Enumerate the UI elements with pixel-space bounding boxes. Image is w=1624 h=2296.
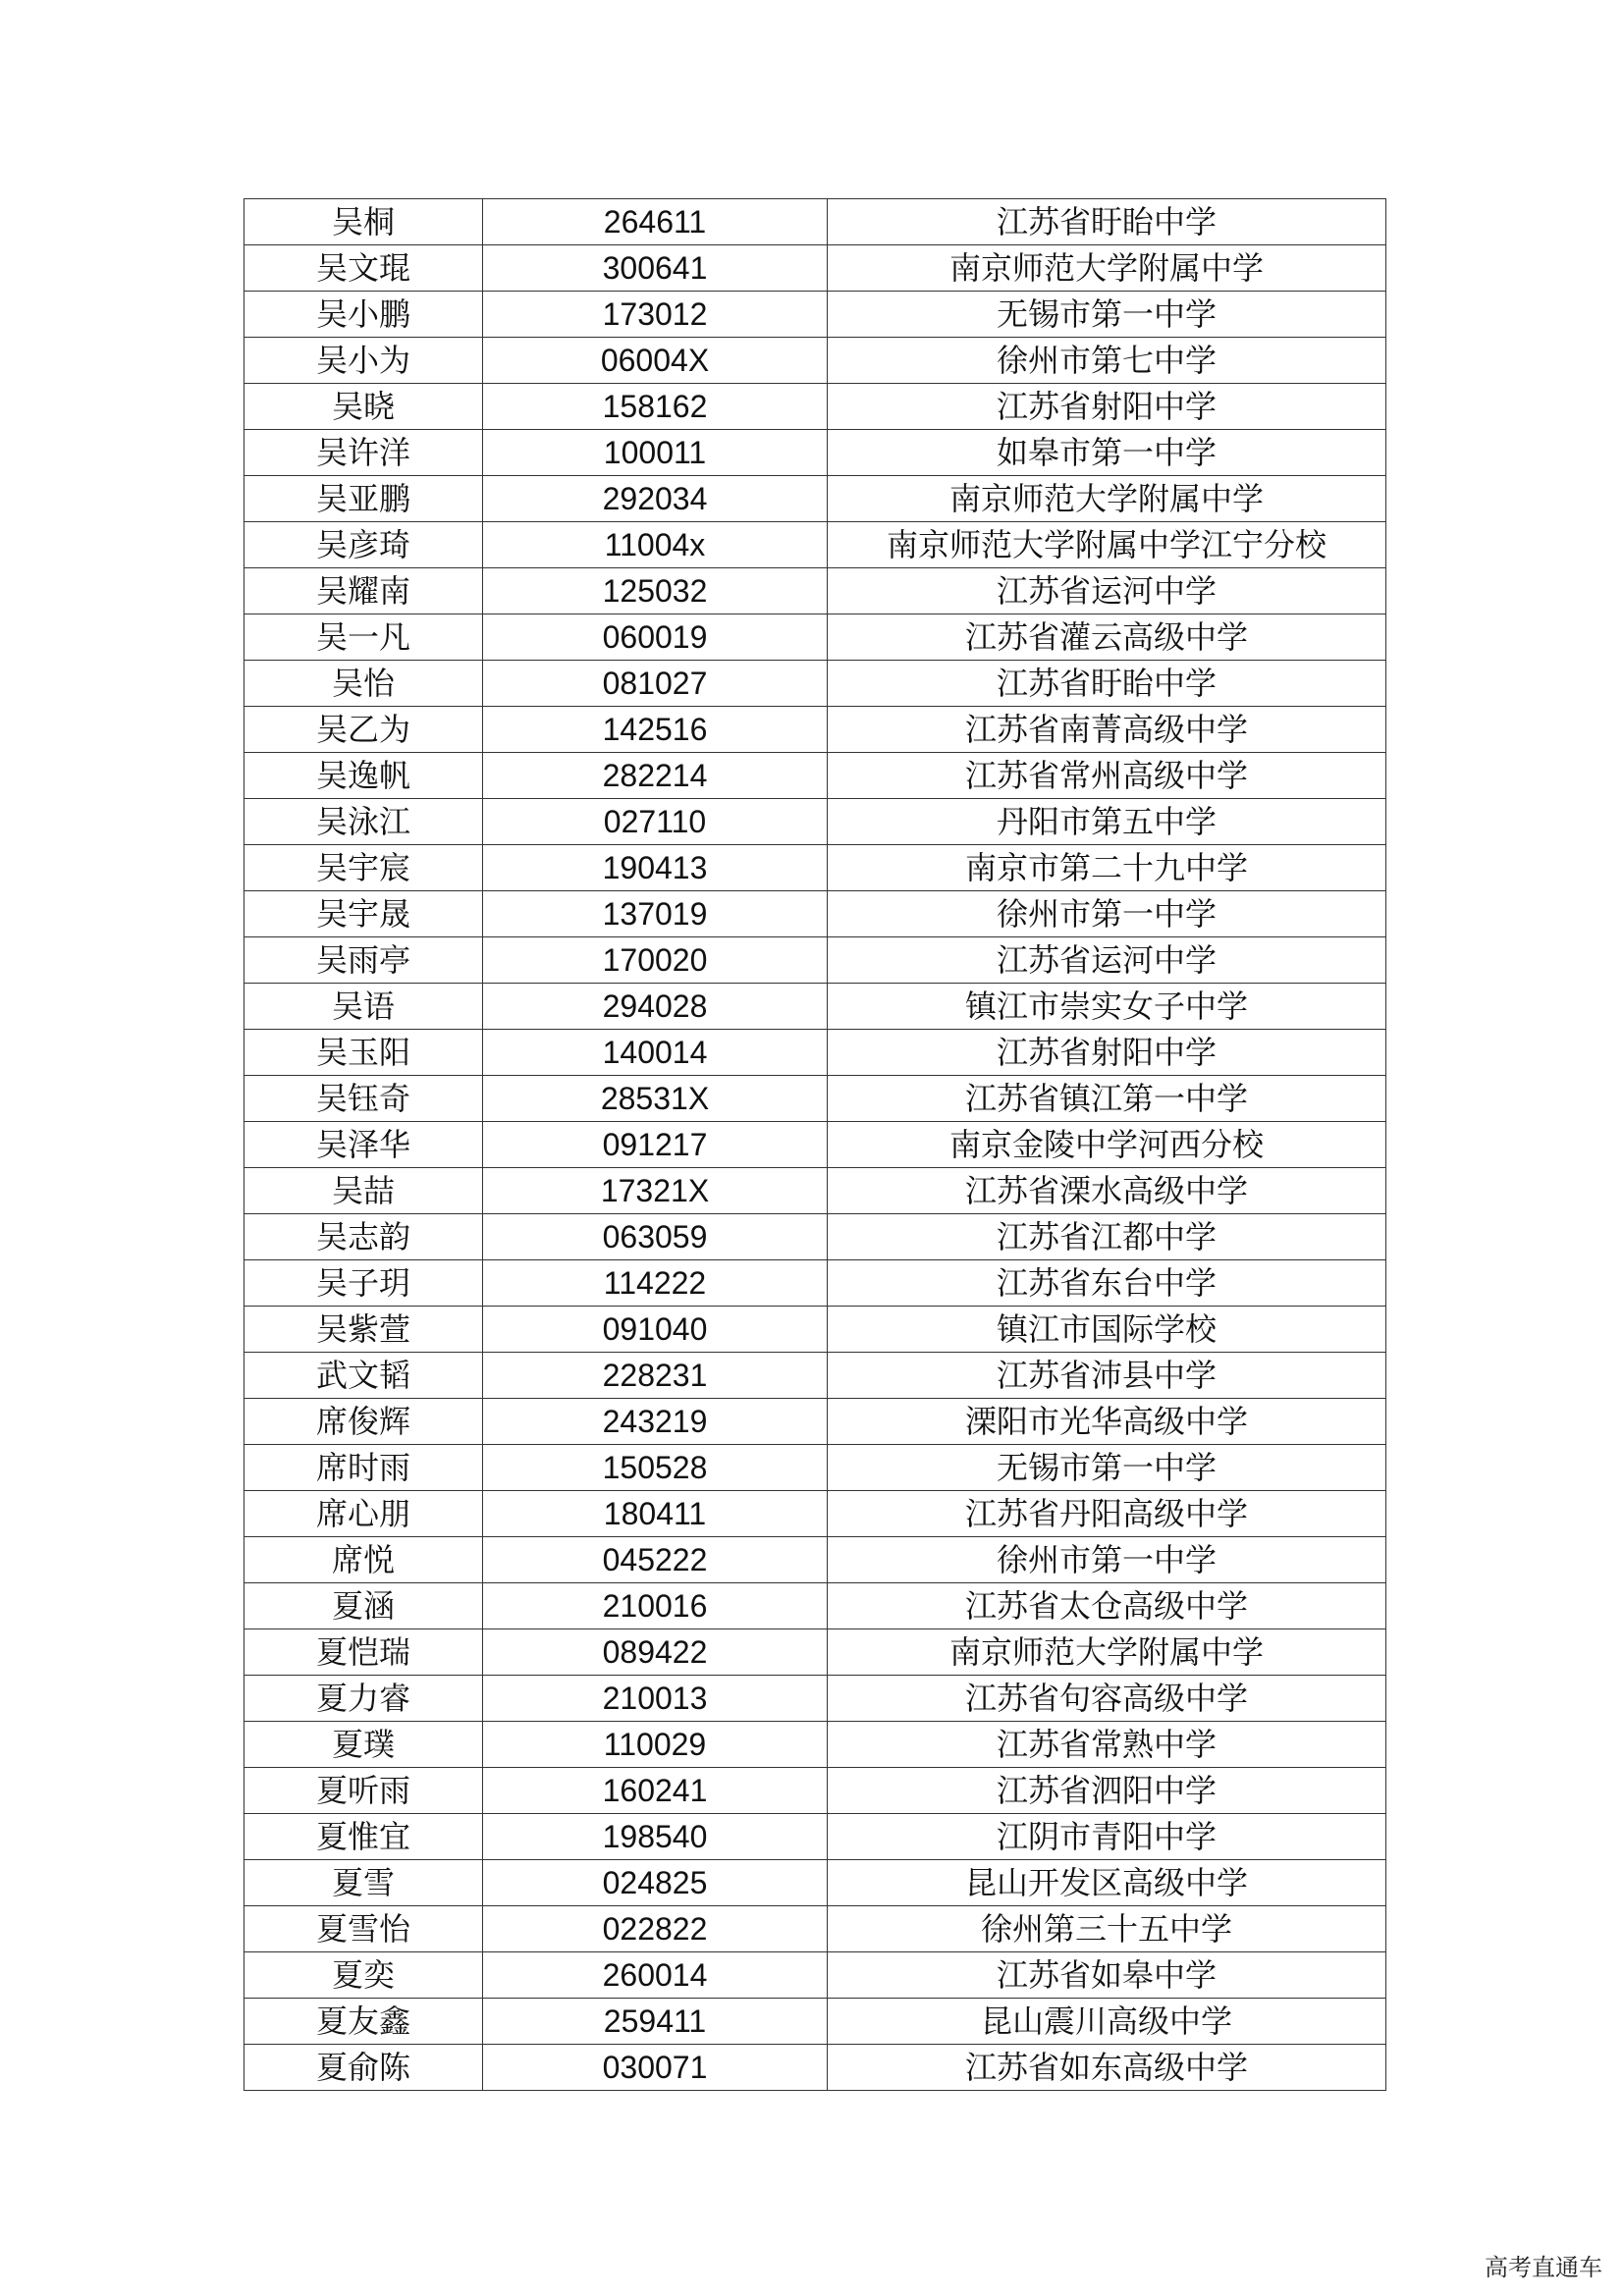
table-row (244, 1168, 1386, 1214)
table-row (244, 1676, 1386, 1722)
table-row (244, 1307, 1386, 1353)
school-name-cell: 徐州市第七中学 (828, 338, 1386, 384)
table-row (244, 1353, 1386, 1399)
student-id-cell: 110029 (483, 1722, 828, 1768)
school-name-cell: 徐州市第一中学 (828, 1537, 1386, 1583)
student-name-cell: 吴宇宸 (244, 845, 483, 891)
table-row (244, 1445, 1386, 1491)
table-row (244, 707, 1386, 753)
student-name-cell: 夏涵 (244, 1583, 483, 1629)
table-row (244, 1260, 1386, 1307)
student-id-cell: 228231 (483, 1353, 828, 1399)
school-name-cell: 南京师范大学附属中学 (828, 476, 1386, 522)
table-row (244, 1906, 1386, 1952)
table-row (244, 568, 1386, 614)
student-name-cell: 吴桐 (244, 199, 483, 245)
school-name-cell: 江苏省江都中学 (828, 1214, 1386, 1260)
student-name-cell: 吴子玥 (244, 1260, 483, 1307)
student-id-cell: 022822 (483, 1906, 828, 1952)
school-name-cell: 南京师范大学附属中学 (828, 1629, 1386, 1676)
student-id-cell: 06004X (483, 338, 828, 384)
table-row (244, 2045, 1386, 2091)
table-row (244, 937, 1386, 984)
student-id-cell: 063059 (483, 1214, 828, 1260)
student-name-cell: 吴彦琦 (244, 522, 483, 568)
school-name-cell: 江苏省句容高级中学 (828, 1676, 1386, 1722)
school-name-cell: 南京师范大学附属中学 (828, 245, 1386, 292)
table-row (244, 799, 1386, 845)
table-row (244, 245, 1386, 292)
school-name-cell: 徐州市第一中学 (828, 891, 1386, 937)
student-name-cell: 吴逸帆 (244, 753, 483, 799)
student-name-cell: 席悦 (244, 1537, 483, 1583)
school-name-cell: 江苏省镇江第一中学 (828, 1076, 1386, 1122)
school-name-cell: 溧阳市光华高级中学 (828, 1399, 1386, 1445)
student-name-cell: 吴耀南 (244, 568, 483, 614)
school-name-cell: 昆山震川高级中学 (828, 1999, 1386, 2045)
table-row (244, 384, 1386, 430)
school-name-cell: 丹阳市第五中学 (828, 799, 1386, 845)
student-id-cell: 091217 (483, 1122, 828, 1168)
student-id-cell: 140014 (483, 1030, 828, 1076)
table-row (244, 1537, 1386, 1583)
student-id-cell: 170020 (483, 937, 828, 984)
school-name-cell: 江苏省盱眙中学 (828, 661, 1386, 707)
student-id-cell: 11004x (483, 522, 828, 568)
table-row (244, 199, 1386, 245)
table-row (244, 1999, 1386, 2045)
student-name-cell: 吴晓 (244, 384, 483, 430)
student-name-cell: 夏俞陈 (244, 2045, 483, 2091)
school-name-cell: 南京市第二十九中学 (828, 845, 1386, 891)
student-name-cell: 武文韬 (244, 1353, 483, 1399)
table-row (244, 476, 1386, 522)
student-name-cell: 吴玉阳 (244, 1030, 483, 1076)
student-name-cell: 吴怡 (244, 661, 483, 707)
student-id-cell: 091040 (483, 1307, 828, 1353)
student-name-cell: 吴小为 (244, 338, 483, 384)
student-name-cell: 吴泳江 (244, 799, 483, 845)
school-name-cell: 如皋市第一中学 (828, 430, 1386, 476)
student-id-cell: 17321X (483, 1168, 828, 1214)
table-row (244, 1768, 1386, 1814)
table-row (244, 1399, 1386, 1445)
student-id-cell: 150528 (483, 1445, 828, 1491)
student-id-cell: 28531X (483, 1076, 828, 1122)
student-name-cell: 夏惟宜 (244, 1814, 483, 1860)
student-id-cell: 264611 (483, 199, 828, 245)
student-name-cell: 吴文琨 (244, 245, 483, 292)
table-row (244, 891, 1386, 937)
school-name-cell: 江苏省如皋中学 (828, 1952, 1386, 1999)
student-id-cell: 160241 (483, 1768, 828, 1814)
table-row (244, 1030, 1386, 1076)
student-name-cell: 吴喆 (244, 1168, 483, 1214)
student-id-cell: 300641 (483, 245, 828, 292)
school-name-cell: 江苏省丹阳高级中学 (828, 1491, 1386, 1537)
table-row (244, 1814, 1386, 1860)
student-name-cell: 吴语 (244, 984, 483, 1030)
watermark-text: 高考直通车 (1485, 2254, 1602, 2281)
student-name-cell: 吴亚鹏 (244, 476, 483, 522)
student-name-cell: 夏听雨 (244, 1768, 483, 1814)
table-row (244, 1629, 1386, 1676)
student-id-cell: 100011 (483, 430, 828, 476)
school-name-cell: 江苏省如东高级中学 (828, 2045, 1386, 2091)
roster-body (244, 199, 1386, 2091)
table-row (244, 1952, 1386, 1999)
student-id-cell: 292034 (483, 476, 828, 522)
student-name-cell: 夏奕 (244, 1952, 483, 1999)
student-name-cell: 夏雪 (244, 1860, 483, 1906)
student-name-cell: 吴小鹏 (244, 292, 483, 338)
student-name-cell: 席心朋 (244, 1491, 483, 1537)
student-id-cell: 190413 (483, 845, 828, 891)
student-name-cell: 席俊辉 (244, 1399, 483, 1445)
student-name-cell: 吴一凡 (244, 614, 483, 661)
school-name-cell: 无锡市第一中学 (828, 292, 1386, 338)
student-name-cell: 吴紫萱 (244, 1307, 483, 1353)
school-name-cell: 徐州第三十五中学 (828, 1906, 1386, 1952)
table-row (244, 522, 1386, 568)
roster-table (244, 198, 1386, 2091)
table-row (244, 845, 1386, 891)
school-name-cell: 江阴市青阳中学 (828, 1814, 1386, 1860)
table-row (244, 338, 1386, 384)
student-id-cell: 060019 (483, 614, 828, 661)
table-row (244, 1583, 1386, 1629)
student-id-cell: 173012 (483, 292, 828, 338)
student-name-cell: 夏友鑫 (244, 1999, 483, 2045)
table-row (244, 1214, 1386, 1260)
student-name-cell: 吴钰奇 (244, 1076, 483, 1122)
student-id-cell: 158162 (483, 384, 828, 430)
student-id-cell: 243219 (483, 1399, 828, 1445)
student-id-cell: 024825 (483, 1860, 828, 1906)
school-name-cell: 江苏省常州高级中学 (828, 753, 1386, 799)
student-name-cell: 吴志韵 (244, 1214, 483, 1260)
table-row (244, 292, 1386, 338)
student-name-cell: 夏雪怡 (244, 1906, 483, 1952)
student-name-cell: 吴宇晟 (244, 891, 483, 937)
student-name-cell: 夏力睿 (244, 1676, 483, 1722)
school-name-cell: 无锡市第一中学 (828, 1445, 1386, 1491)
table-row (244, 430, 1386, 476)
student-name-cell: 吴雨亭 (244, 937, 483, 984)
student-id-cell: 210013 (483, 1676, 828, 1722)
school-name-cell: 南京师范大学附属中学江宁分校 (828, 522, 1386, 568)
table-row (244, 984, 1386, 1030)
school-name-cell: 镇江市国际学校 (828, 1307, 1386, 1353)
student-id-cell: 260014 (483, 1952, 828, 1999)
student-id-cell: 198540 (483, 1814, 828, 1860)
table-row (244, 1722, 1386, 1768)
student-id-cell: 125032 (483, 568, 828, 614)
student-name-cell: 席时雨 (244, 1445, 483, 1491)
student-id-cell: 142516 (483, 707, 828, 753)
table-row (244, 1860, 1386, 1906)
school-name-cell: 江苏省运河中学 (828, 937, 1386, 984)
table-row (244, 1122, 1386, 1168)
student-id-cell: 294028 (483, 984, 828, 1030)
student-id-cell: 180411 (483, 1491, 828, 1537)
table-row (244, 1491, 1386, 1537)
school-name-cell: 江苏省太仓高级中学 (828, 1583, 1386, 1629)
school-name-cell: 江苏省溧水高级中学 (828, 1168, 1386, 1214)
school-name-cell: 南京金陵中学河西分校 (828, 1122, 1386, 1168)
student-name-cell: 吴乙为 (244, 707, 483, 753)
school-name-cell: 江苏省运河中学 (828, 568, 1386, 614)
student-id-cell: 030071 (483, 2045, 828, 2091)
student-id-cell: 114222 (483, 1260, 828, 1307)
student-id-cell: 089422 (483, 1629, 828, 1676)
student-id-cell: 137019 (483, 891, 828, 937)
school-name-cell: 江苏省盱眙中学 (828, 199, 1386, 245)
school-name-cell: 江苏省射阳中学 (828, 384, 1386, 430)
school-name-cell: 江苏省东台中学 (828, 1260, 1386, 1307)
student-id-cell: 210016 (483, 1583, 828, 1629)
school-name-cell: 江苏省泗阳中学 (828, 1768, 1386, 1814)
school-name-cell: 镇江市崇实女子中学 (828, 984, 1386, 1030)
table-row (244, 661, 1386, 707)
student-name-cell: 夏恺瑞 (244, 1629, 483, 1676)
student-id-cell: 081027 (483, 661, 828, 707)
school-name-cell: 江苏省南菁高级中学 (828, 707, 1386, 753)
school-name-cell: 江苏省常熟中学 (828, 1722, 1386, 1768)
student-id-cell: 259411 (483, 1999, 828, 2045)
school-name-cell: 江苏省灌云高级中学 (828, 614, 1386, 661)
student-name-cell: 吴许洋 (244, 430, 483, 476)
student-name-cell: 夏璞 (244, 1722, 483, 1768)
school-name-cell: 江苏省射阳中学 (828, 1030, 1386, 1076)
school-name-cell: 昆山开发区高级中学 (828, 1860, 1386, 1906)
table-row (244, 614, 1386, 661)
student-name-cell: 吴泽华 (244, 1122, 483, 1168)
table-row (244, 753, 1386, 799)
student-id-cell: 045222 (483, 1537, 828, 1583)
student-id-cell: 282214 (483, 753, 828, 799)
table-row (244, 1076, 1386, 1122)
student-id-cell: 027110 (483, 799, 828, 845)
school-name-cell: 江苏省沛县中学 (828, 1353, 1386, 1399)
